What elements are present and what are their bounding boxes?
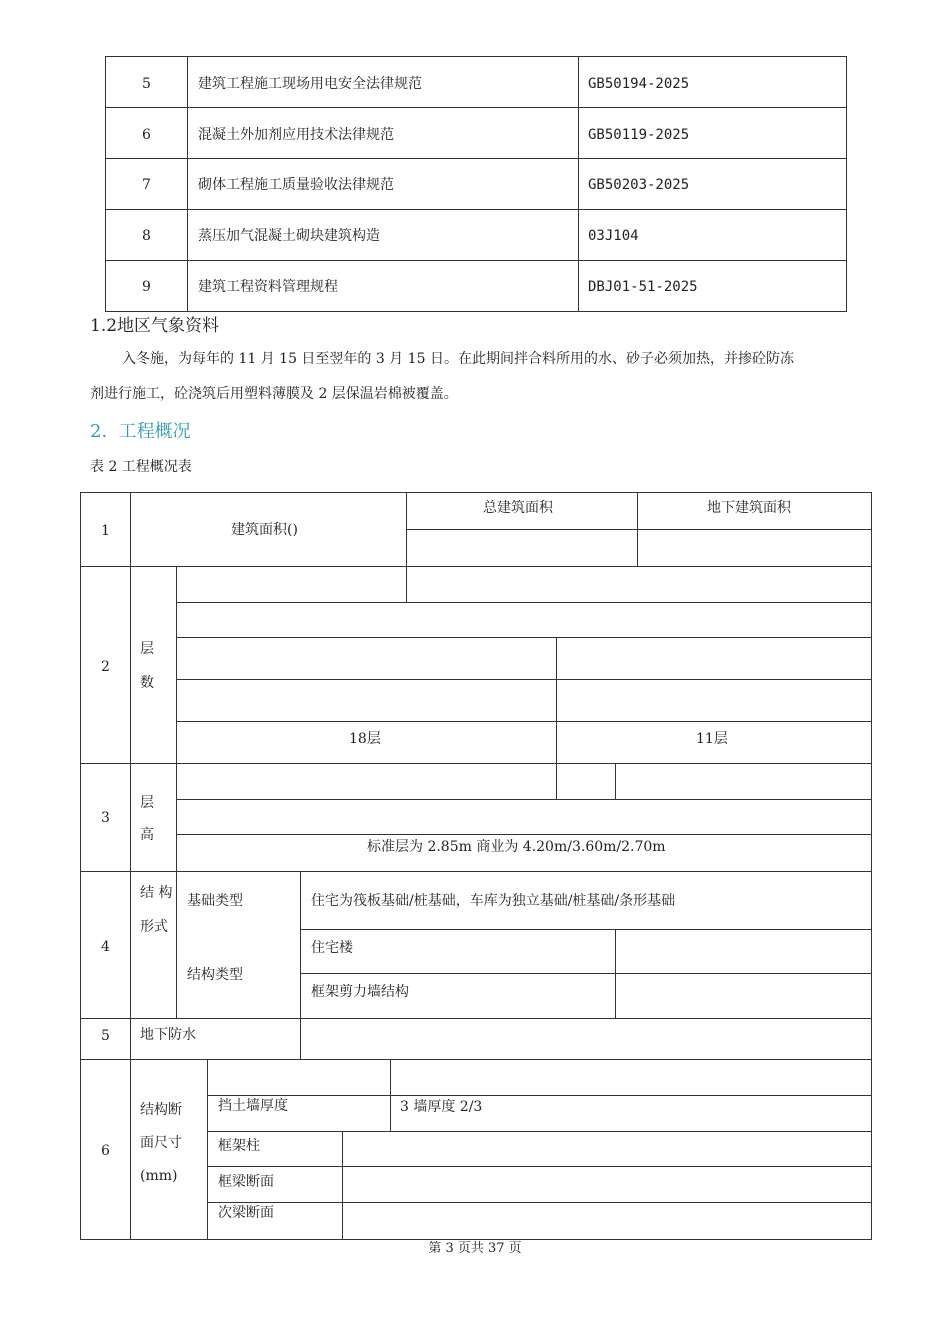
section-size-label: 结构断 bbox=[140, 1102, 182, 1118]
regulation-code: GB50194-2025 bbox=[588, 76, 690, 92]
row-number: 3 bbox=[101, 810, 110, 826]
row-divider bbox=[207, 1131, 872, 1132]
total-area-header: 总建筑面积 bbox=[483, 500, 553, 516]
col-divider bbox=[176, 871, 177, 1018]
regulation-code: DBJ01-51-2025 bbox=[588, 279, 698, 295]
floors-value: 18层 bbox=[349, 731, 381, 747]
col-divider bbox=[406, 566, 407, 602]
floors-value: 11层 bbox=[696, 731, 728, 747]
section-heading-1-2: 1.2地区气象资料 bbox=[90, 316, 220, 336]
floors-label: 数 bbox=[140, 675, 154, 691]
retaining-wall-label: 挡土墙厚度 bbox=[218, 1098, 288, 1114]
regulations-col-divider bbox=[578, 56, 579, 312]
row-divider bbox=[80, 1018, 872, 1019]
row-divider bbox=[406, 529, 872, 530]
secondary-beam-label: 次梁断面 bbox=[218, 1205, 274, 1221]
regulation-code: GB50119-2025 bbox=[588, 127, 690, 143]
regulations-row-divider bbox=[105, 209, 847, 210]
col-divider bbox=[130, 492, 131, 1240]
frame-column-label: 框架柱 bbox=[218, 1138, 260, 1154]
regulation-number: 5 bbox=[142, 76, 151, 92]
regulation-name: 混凝土外加剂应用技术法律规范 bbox=[198, 127, 394, 143]
row-divider bbox=[176, 602, 872, 603]
col-divider bbox=[342, 1131, 343, 1240]
regulation-number: 6 bbox=[142, 127, 151, 143]
row-number: 1 bbox=[101, 523, 110, 539]
col-divider bbox=[176, 566, 177, 763]
col-divider bbox=[556, 763, 557, 799]
row-divider bbox=[207, 1095, 872, 1096]
underground-area-header: 地下建筑面积 bbox=[707, 500, 791, 516]
col-divider bbox=[207, 1059, 208, 1240]
row-number: 4 bbox=[101, 939, 110, 955]
regulations-row-divider bbox=[105, 158, 847, 159]
row-divider bbox=[176, 721, 872, 722]
row-divider bbox=[176, 799, 872, 800]
col-divider bbox=[615, 929, 616, 1018]
regulation-name: 砌体工程施工质量验收法律规范 bbox=[198, 177, 394, 193]
col-divider bbox=[300, 871, 301, 1059]
regulation-name: 建筑工程资料管理规程 bbox=[198, 279, 338, 295]
row-number: 5 bbox=[101, 1028, 110, 1044]
floors-label: 层 bbox=[140, 641, 154, 657]
overview-table-border bbox=[80, 492, 872, 1240]
row-divider bbox=[207, 1166, 872, 1167]
row-divider bbox=[176, 679, 872, 680]
row-divider bbox=[80, 871, 872, 872]
row-divider bbox=[80, 1059, 872, 1060]
page-number: 第 3 页共 37 页 bbox=[428, 1241, 522, 1256]
col-divider bbox=[615, 763, 616, 799]
row-divider bbox=[80, 566, 872, 567]
row-number: 6 bbox=[101, 1143, 110, 1159]
structure-type-label: 结构类型 bbox=[187, 967, 243, 983]
row-divider bbox=[300, 929, 872, 930]
regulations-row-divider bbox=[105, 107, 847, 108]
floor-height-value: 标准层为 2.85m 商业为 4.20m/3.60m/2.70m bbox=[367, 839, 666, 855]
structure-form-label: 形式 bbox=[140, 919, 168, 935]
row-divider bbox=[176, 834, 872, 835]
foundation-type-value: 住宅为筏板基础/桩基础，车库为独立基础/桩基础/条形基础 bbox=[311, 893, 676, 909]
paragraph-line: 入冬施，为每年的 11 月 15 日至翌年的 3 月 15 日。在此期间拌合料所用的水、砂子必须加热，并掺砼防冻 bbox=[122, 351, 794, 367]
section-heading-2: 2. 工程概况 bbox=[90, 421, 191, 442]
col-divider bbox=[176, 763, 177, 871]
col-divider bbox=[556, 637, 557, 763]
building-area-label: 建筑面积() bbox=[231, 522, 298, 538]
floor-height-label: 高 bbox=[140, 827, 154, 843]
section-size-unit: (mm) bbox=[140, 1168, 178, 1184]
regulation-number: 7 bbox=[142, 177, 151, 193]
row-number: 2 bbox=[101, 659, 110, 675]
paragraph-line: 剂进行施工，砼浇筑后用塑料薄膜及 2 层保温岩棉被覆盖。 bbox=[90, 386, 458, 402]
row-divider bbox=[300, 973, 872, 974]
row-divider bbox=[207, 1202, 872, 1203]
regulation-number: 9 bbox=[142, 279, 151, 295]
regulations-row-divider bbox=[105, 260, 847, 261]
row-divider bbox=[80, 763, 872, 764]
floor-height-label: 层 bbox=[140, 795, 154, 811]
frame-beam-label: 框梁断面 bbox=[218, 1174, 274, 1190]
regulation-code: GB50203-2025 bbox=[588, 177, 690, 193]
underground-waterproof-label: 地下防水 bbox=[140, 1027, 196, 1043]
section-size-label: 面尺寸 bbox=[140, 1135, 182, 1151]
regulations-col-divider bbox=[187, 56, 188, 312]
row-divider bbox=[176, 637, 872, 638]
regulation-name: 建筑工程施工现场用电安全法律规范 bbox=[198, 76, 422, 92]
regulation-code: 03J104 bbox=[588, 228, 639, 244]
structure-type-value: 框架剪力墙结构 bbox=[311, 984, 409, 1000]
structure-type-value: 住宅楼 bbox=[311, 940, 353, 956]
structure-form-label: 结 构 bbox=[140, 885, 173, 901]
foundation-type-label: 基础类型 bbox=[187, 893, 243, 909]
table-caption: 表 2 工程概况表 bbox=[90, 459, 192, 475]
retaining-wall-value: 3 墙厚度 2/3 bbox=[400, 1099, 483, 1115]
regulation-number: 8 bbox=[142, 228, 151, 244]
regulation-name: 蒸压加气混凝土砌块建筑构造 bbox=[198, 228, 380, 244]
